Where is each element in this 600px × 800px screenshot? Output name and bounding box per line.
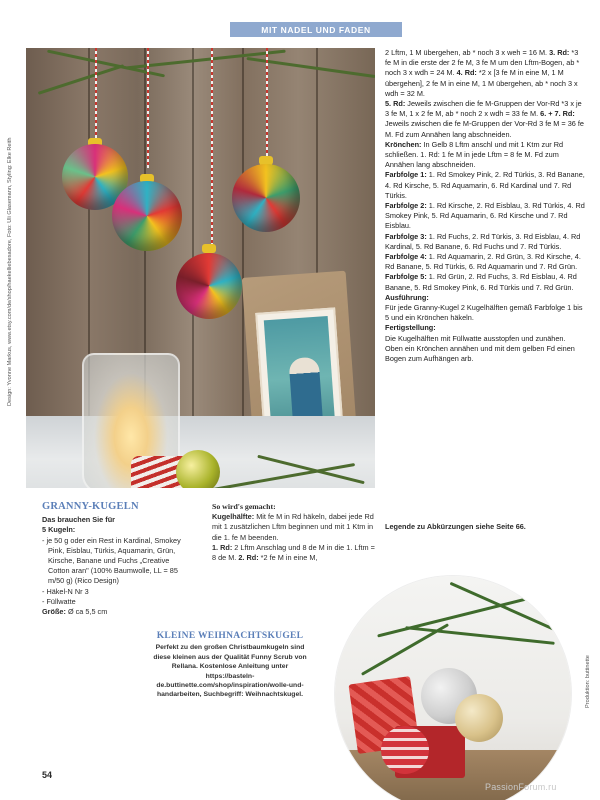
instructions-text [212, 512, 377, 563]
materials-block [42, 502, 192, 617]
instruction-label: 3. Rd: [549, 48, 570, 57]
instructions-continued [385, 48, 585, 364]
size-label: Größe: [42, 607, 66, 617]
materials-title: GRANNY-KUGELN [42, 501, 139, 512]
size-line [42, 607, 192, 617]
instruction-label: 5. Rd: [385, 99, 406, 109]
instruction-paragraph [385, 48, 585, 99]
instruction-text: 1. Rd Kirsche, 2. Rd Eisblau, 3. Rd Türkis, 4. Rd Smokey Pink, 5. Rd Aquamarin, 6. Rd Kirsche und 7. Rd Eisblau. [385, 201, 585, 231]
instruction-paragraph [385, 252, 585, 272]
instruction-paragraph [385, 170, 585, 201]
round-2-label: 2. Rd: [238, 553, 259, 563]
production-credit-text: Produktion: buttinette [585, 655, 591, 708]
round-1-text: 2 Lftm Anschlag und 8 de M in die 1. Lftm = 8 de M. [212, 542, 375, 563]
page-number: 54 [42, 770, 53, 780]
instruction-paragraph [385, 201, 585, 232]
instructions-block [212, 502, 377, 563]
photo-credit-text: Design: Yvonne Markus, www.etsy.com/de/shop/haekelliebesadore, Foto: Uli Glasemann, Styling: Elke Reith [7, 137, 13, 406]
kugelhaelfte-label: Kugelhälfte: [212, 512, 255, 522]
list-item: - Füllwatte [42, 596, 76, 606]
instruction-label: Farbfolge 5: [385, 272, 427, 282]
instruction-paragraph [385, 140, 585, 171]
promo-body: Perfekt zu den großen Christbaumkugeln sind diese kleinen aus der Qualität Funny Scrub von Rellana. Kostenlose Anleitung unter https://basteln-de.buttinette.com/shop/inspiration/wolle-und-handarbeiten, Suchbegriff: Weihnachtskugel. [153, 644, 307, 699]
list-item: - Häkel-N Nr 3 [42, 586, 89, 596]
instruction-label: Farbfolge 1: [385, 170, 427, 180]
instruction-text: 2 Lftm, 1 M übergehen, ab * noch 3 x weh = 16 M. [385, 48, 550, 57]
section-label: MIT NADEL UND FADEN [261, 24, 371, 35]
instruction-text: Für jede Granny-Kugel 2 Kugelhälften gemäß Farbfolge 1 bis 5 und ein Krönchen häkeln. [385, 303, 583, 323]
instruction-paragraph [385, 99, 585, 140]
promo-title: KLEINE WEIHNACHTSKUGEL [156, 631, 304, 641]
production-credit [585, 655, 591, 708]
instruction-label: 4. Rd: [456, 68, 477, 78]
instruction-label: Fertigstellung: [385, 323, 436, 333]
instruction-paragraph [385, 303, 585, 323]
small-ornament-photo [335, 576, 571, 800]
instruction-paragraph [385, 232, 585, 252]
instruction-text: *2 x [3 fe M in eine M, 1 M übergehen], 2 fe M in eine M, 1 M übergehen, ab * noch 3 x wdh = 32 M. [385, 68, 578, 98]
instruction-text: Jeweils zwischen die fe M-Gruppen der Vor-Rd 3 fe M = 36 fe M. Fd zum Annähen lang abschneiden. [385, 119, 584, 139]
instruction-label: Ausführung: [385, 292, 429, 302]
materials-subtitle-1: Das brauchen Sie für [42, 515, 115, 525]
instruction-label: Krönchen: [385, 139, 422, 149]
materials-subtitle-2: 5 Kugeln: [42, 525, 76, 535]
instruction-text: *3 fe M in die erste der 2 fe M, 3 fe M um den Lftm-Bogen, ab * noch 3 x wdh = 24 M. [385, 48, 580, 78]
size-value: Ø ca 5,5 cm [65, 607, 108, 617]
instruction-paragraph [385, 272, 585, 292]
promo-box [150, 632, 310, 700]
watermark: PassionForum.ru [485, 782, 557, 792]
instruction-paragraph [385, 323, 585, 333]
abbreviation-legend: Legende zu Abkürzungen siehe Seite 66. [385, 522, 526, 531]
instruction-text: 1. Rd Aquamarin, 2. Rd Grün, 3. Rd Kirsche, 4. Rd Banane, 5. Rd Türkis, 6. Rd Aquamarin und 7. Rd Grün. [385, 252, 581, 272]
round-2-text: *2 fe M in eine M, [258, 553, 318, 563]
instruction-text: 1. Rd Fuchs, 2. Rd Türkis, 3. Rd Eisblau, 4. Rd Kardinal, 5. Rd Banane, 6. Rd Fuchs und 7. Rd Türkis. [385, 231, 581, 251]
instruction-text: In Gelb 8 Lftm anschl und mit 1 Ktm zur Rd schließen. 1. Rd: 1 fe M in jede Lftm = 8 fe M. Fd zum Annähen lang abschneiden. [385, 139, 564, 170]
main-photo [26, 48, 375, 488]
instruction-paragraph [385, 334, 585, 365]
instruction-text: 1. Rd Smokey Pink, 2. Rd Türkis, 3. Rd Banane, 4. Rd Kirsche, 5. Rd Aquamarin, 6. Rd Kardinal und 7. Rd Türkis. [385, 170, 585, 200]
instructions-title: So wird's gemacht: [212, 502, 276, 511]
instruction-label: Farbfolge 4: [385, 252, 427, 262]
instruction-text: Jeweils zwischen die fe M-Gruppen der Vor-Rd *3 x je 3 fe M, 1 x 2 fe M, ab * noch 2 x wdh = 33 fe M. [385, 99, 582, 119]
instruction-label: Farbfolge 3: [385, 231, 427, 241]
materials-list [42, 536, 192, 607]
instruction-label: 6. + 7. Rd: [540, 109, 575, 119]
photo-credit [7, 36, 13, 406]
instruction-text: Die Kugelhälften mit Füllwatte ausstopfen und zunähen. Oben ein Krönchen annähen und mit dem gelben Fd einen Bogen zum Aufhängen arb. [385, 333, 575, 364]
round-1-label: 1. Rd: [212, 542, 233, 552]
instruction-label: Farbfolge 2: [385, 201, 427, 211]
instruction-text: 1. Rd Grün, 2. Rd Fuchs, 3. Rd Eisblau, 4. Rd Banane, 5. Rd Smokey Pink, 6. Rd Türkis und 7. Rd Grün. [385, 272, 577, 292]
section-header [230, 22, 402, 37]
list-item: - je 50 g oder ein Rest in Kardinal, Smokey Pink, Eisblau, Türkis, Aquamarin, Grün, Kirsche, Banane und Fuchs „Creative Cotton aran" (100% Baumwolle, LL = 85 m/50 g) (Rico Design) [42, 535, 181, 586]
instruction-paragraph [385, 293, 585, 303]
kugelhaelfte-text: Mit fe M in Rd häkeln, dabei jede Rd mit 1 zusätzlichen Lftm beginnen und mit 1 Ktm in die 1. fe M beenden. [212, 512, 374, 542]
